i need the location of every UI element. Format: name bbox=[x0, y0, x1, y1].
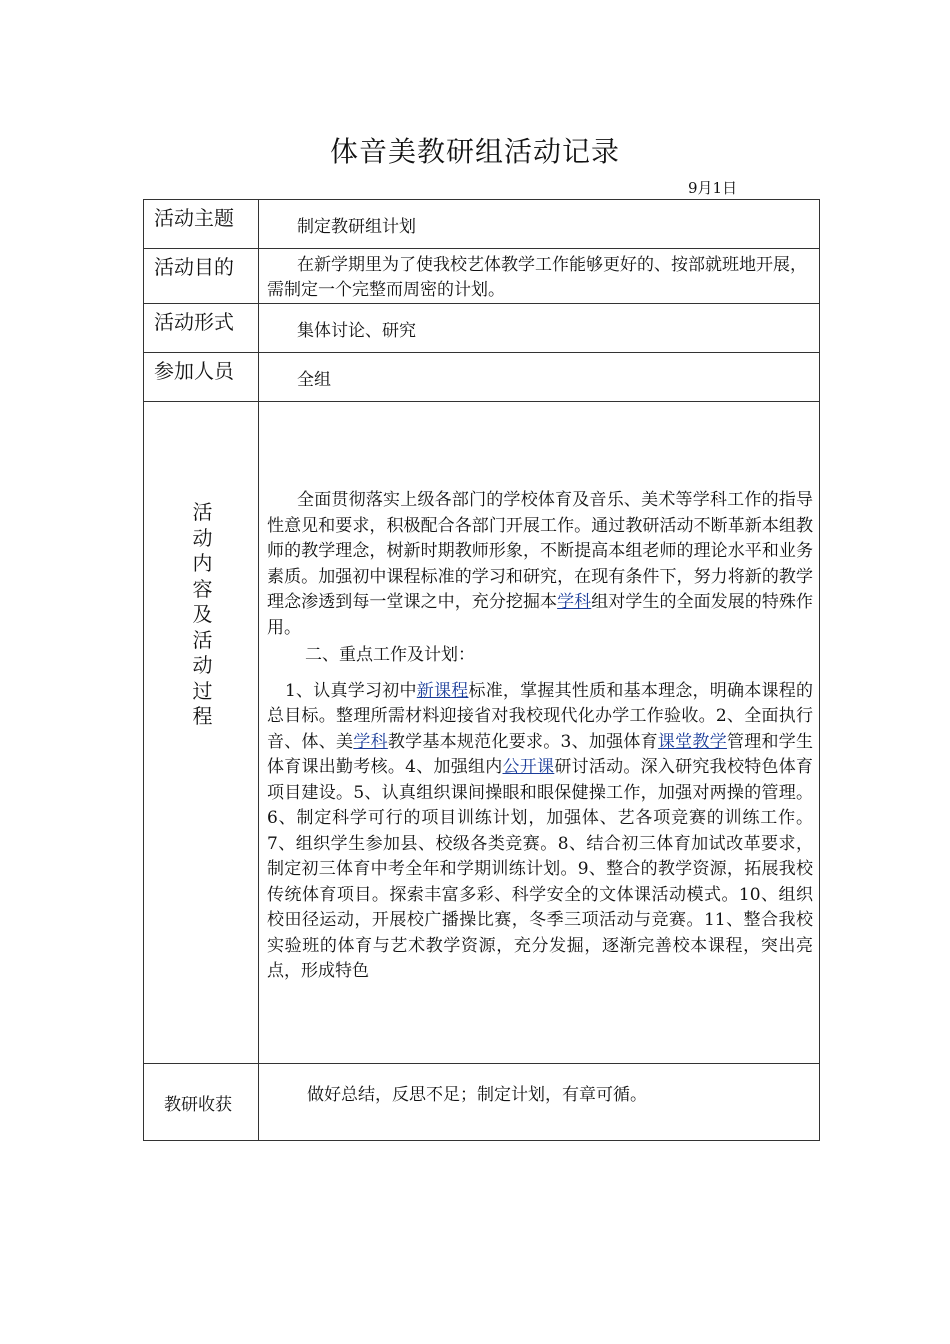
theme-label: 活动主题 bbox=[154, 206, 234, 230]
link-subject-2[interactable]: 学科 bbox=[353, 731, 388, 752]
link-subject-1[interactable]: 学科 bbox=[557, 592, 592, 612]
theme-value: 制定教研组计划 bbox=[297, 217, 416, 237]
content-p3-text-b: 标准，掌握其性质和基本理念，明确本课程的总目标。整理所需材料迎接省对我校现代化办学工作验收。2、全面执行音、体、美 bbox=[267, 680, 813, 752]
content-p3-text-a: 1、认真学习初中 bbox=[285, 680, 417, 701]
page-title: 体音美教研组活动记录 bbox=[329, 135, 620, 168]
row-purpose bbox=[144, 249, 820, 304]
row-content bbox=[144, 402, 820, 1064]
content-p1-text-b: 组对学生的全面发展的特殊作用。 bbox=[267, 592, 814, 638]
purpose-label: 活动目的 bbox=[154, 255, 234, 279]
content-paragraph-1 bbox=[267, 488, 813, 641]
content-p3-text-c: 教学基本规范化要求。3、加强体育 bbox=[387, 731, 658, 752]
row-form bbox=[144, 304, 820, 353]
form-value: 集体讨论、研究 bbox=[297, 321, 416, 341]
members-value: 全组 bbox=[297, 370, 331, 390]
gain-value: 做好总结，反思不足；制定计划，有章可循。 bbox=[307, 1085, 647, 1105]
content-paragraph-3 bbox=[267, 679, 813, 985]
content-body bbox=[259, 402, 819, 985]
row-theme bbox=[144, 200, 820, 249]
link-classroom-teaching[interactable]: 课堂教学 bbox=[657, 731, 727, 752]
link-open-class[interactable]: 公开课 bbox=[502, 757, 555, 777]
record-date: 9月1日 bbox=[688, 179, 738, 197]
gain-label: 教研收获 bbox=[164, 1095, 232, 1115]
activity-record-table bbox=[143, 199, 820, 1141]
row-members bbox=[144, 353, 820, 402]
content-p3-text-e: 研讨活动。深入研究我校特色体育项目建设。5、认真组织课间操眼和眼保健操工作，加强对两操的管理。6、制定科学可行的项目训练计划，加强体、艺各项竞赛的训练工作。7、组织学生参加县、校级各类竞赛。8、结合初三体育加试改革要求，制定初三体育中考全年和学期训练计划。9、整合的教学资源，拓展我校传统体育项目。探索丰富多彩、科学安全的文体课活动模式。10、组织校田径运动，开展校广播操比赛，冬季三项活动与竞赛。11、整合我校实验班的体育与艺术教学资源，充分发掘，逐渐完善校本课程，突出亮点，形成特色 bbox=[267, 757, 814, 981]
link-new-curriculum[interactable]: 新课程 bbox=[416, 680, 469, 701]
content-label: 活动内容及活动过程 bbox=[192, 500, 213, 728]
row-gain bbox=[144, 1064, 820, 1141]
content-p1-text-a: 全面贯彻落实上级各部门的学校体育及音乐、美术等学科工作的指导性意见和要求，积极配合各部门开展工作。通过教研活动不断革新本组教师的教学理念，树新时期教师形象，不断提高本组老师的理论水平和业务素质。加强初中课程标准的学习和研究，在现有条件下，努力将新的教学理念渗透到每一堂课之中，充分挖掘本 bbox=[267, 490, 813, 612]
members-label: 参加人员 bbox=[154, 359, 234, 383]
content-paragraph-2: 二、重点工作及计划： bbox=[305, 645, 475, 665]
form-label: 活动形式 bbox=[154, 310, 234, 334]
content-p3-text-d: 管理和学生体育课出勤考核。4、加强组内 bbox=[267, 731, 814, 777]
purpose-value: 在新学期里为了使我校艺体教学工作能够更好的、按部就班地开展，需制定一个完整而周密的计划。 bbox=[267, 255, 807, 300]
